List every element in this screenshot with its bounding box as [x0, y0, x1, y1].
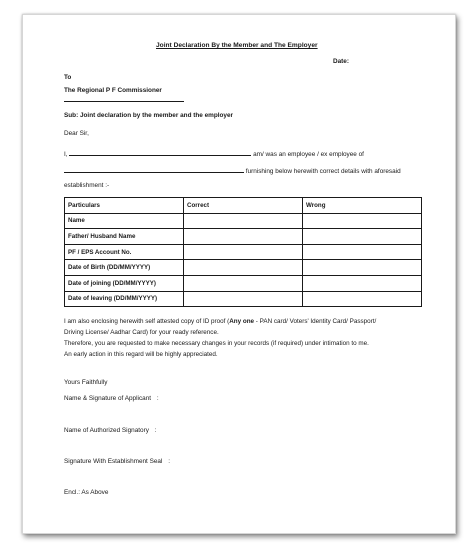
row-label: Date of Birth (DD/MM/YYYY) [65, 260, 184, 276]
row-label: Date of leaving (DD/MM/YYYY) [65, 291, 184, 307]
establishment-seal-label: Signature With Establishment Seal [64, 458, 163, 465]
correct-cell [184, 260, 303, 276]
table-row [65, 229, 422, 245]
row-label: Date of joining (DD/MM/YYYY) [65, 275, 184, 291]
correct-cell [184, 291, 303, 307]
table-row [65, 291, 422, 307]
document-page [22, 14, 456, 534]
colon: : [156, 395, 159, 402]
authorized-signatory-label: Name of Authorized Signatory [64, 427, 149, 434]
para1-bold: Any one [229, 318, 255, 325]
table-header-wrong: Wrong [303, 198, 422, 214]
table-header-correct: Correct [184, 198, 303, 214]
table-row [65, 260, 422, 276]
wrong-cell [303, 260, 422, 276]
wrong-cell [303, 229, 422, 245]
row-label: PF / EPS Account No. [65, 244, 184, 260]
line1-suffix: am/ was an employee / ex employee of [253, 151, 364, 158]
employee-name-blank [69, 149, 251, 156]
id-proof-paragraph-cont: Driving License/ Aadhar Card) for your ready reference. [64, 329, 219, 336]
document-title: Joint Declaration By the Member and The Employer [156, 42, 318, 49]
applicant-signature-label: Name & Signature of Applicant [64, 395, 152, 402]
correct-cell [184, 275, 303, 291]
correct-cell [184, 213, 303, 229]
correct-cell [184, 229, 303, 245]
details-table [64, 197, 422, 307]
wrong-cell [303, 275, 422, 291]
table-row [65, 244, 422, 260]
para1-text-a: I am also enclosing herewith self attested copy of ID proof ( [64, 318, 230, 325]
request-paragraph: Therefore, you are requested to make necessary changes in your records (if required) under intimation to me. [64, 340, 369, 347]
recipient-line: The Regional P F Commissioner [64, 87, 162, 94]
declaration-line-2 [64, 166, 401, 176]
salutation: Dear Sir, [64, 130, 89, 137]
enclosure-line: Encl.: As Above [64, 489, 109, 496]
appreciation-line: An early action in this regard will be highly appreciated. [64, 351, 218, 358]
row-label: Father/ Husband Name [65, 229, 184, 245]
para1-text-b: - PAN card/ Voters' Identity Card/ Passport/ [254, 318, 377, 325]
establishment-blank [64, 166, 244, 173]
table-row [65, 213, 422, 229]
blank-underline [64, 95, 184, 102]
declaration-line-1 [64, 149, 364, 159]
id-proof-paragraph [64, 317, 376, 327]
table-row [65, 275, 422, 291]
subject-line: Sub: Joint declaration by the member and the employer [64, 112, 234, 119]
establishment-seal-line [64, 458, 170, 466]
row-label: Name [65, 213, 184, 229]
colon: : [168, 458, 170, 465]
to-label: To [64, 74, 72, 81]
wrong-cell [303, 244, 422, 260]
applicant-signature-line [64, 395, 159, 403]
declaration-line-3: establishment :- [64, 182, 110, 189]
date-label: Date: [333, 58, 349, 65]
closing: Yours Faithfully [64, 379, 108, 386]
wrong-cell [303, 291, 422, 307]
table-header-row [65, 198, 422, 214]
recipient-blank-line [64, 95, 184, 105]
wrong-cell [303, 213, 422, 229]
table-header-particulars: Particulars [65, 198, 184, 214]
correct-cell [184, 244, 303, 260]
colon: : [154, 427, 157, 434]
line2-suffix: furnishing below herewith correct details with aforesaid [245, 168, 401, 175]
line1-prefix: I, [64, 151, 68, 158]
authorized-signatory-line [64, 427, 156, 435]
